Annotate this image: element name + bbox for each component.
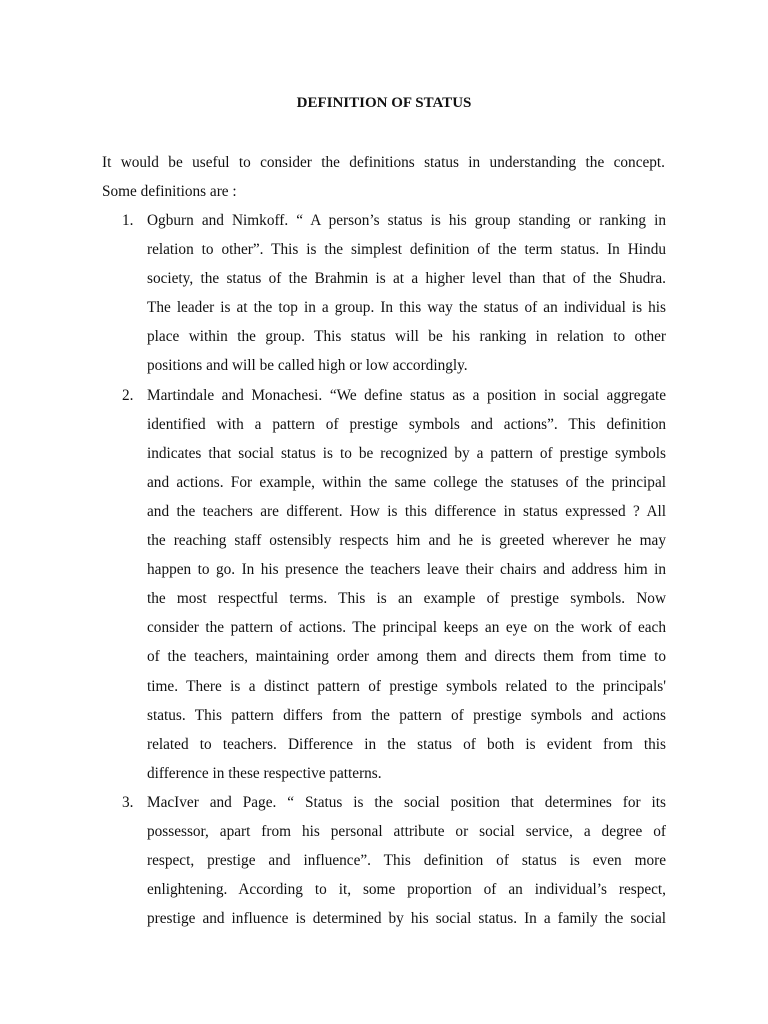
item-line: respect, prestige and influence”. This definition of status is even more	[147, 852, 666, 870]
item-line: enlightening. According to it, some proportion of an individual’s respect,	[147, 881, 666, 899]
item-line: place within the group. This status will be his ranking in relation to other	[147, 328, 666, 346]
item-line: possessor, apart from his personal attribute or social service, a degree of	[147, 822, 666, 840]
item-line: MacIver and Page. “ Status is the social position that determines for its	[147, 793, 666, 811]
item-line: prestige and influence is determined by his social status. In a family the social	[147, 910, 666, 928]
item-line: of the teachers, maintaining order among them and directs them from time to	[147, 648, 666, 666]
definition-item-3	[122, 788, 666, 933]
item-line: consider the pattern of actions. The principal keeps an eye on the work of each	[147, 619, 666, 637]
item-line: time. There is a distinct pattern of prestige symbols related to the principals'	[147, 677, 666, 695]
item-line: identified with a pattern of prestige symbols and actions”. This definition	[147, 415, 666, 433]
intro-line: Some definitions are :	[102, 183, 237, 201]
item-line: related to teachers. Difference in the status of both is evident from this	[147, 735, 666, 753]
item-line: and the teachers are different. How is this difference in status expressed ? All	[147, 502, 666, 520]
definition-item-1	[122, 206, 666, 381]
item-line: the reaching staff ostensibly respects him and he is greeted wherever he may	[147, 532, 666, 550]
intro-line: It would be useful to consider the definitions status in understanding the concept.	[102, 154, 665, 171]
item-number: 2.	[122, 386, 134, 404]
item-line: Martindale and Monachesi. “We define status as a position in social aggregate	[147, 386, 666, 404]
document-title: DEFINITION OF STATUS	[296, 95, 472, 111]
definition-item-2	[122, 381, 666, 788]
item-line: relation to other”. This is the simplest definition of the term status. In Hindu	[147, 241, 666, 259]
item-line: status. This pattern differs from the pattern of prestige symbols and actions	[147, 706, 666, 724]
item-line: society, the status of the Brahmin is at a higher level than that of the Shudra.	[147, 270, 666, 288]
item-line: indicates that social status is to be recognized by a pattern of prestige symbols	[147, 444, 666, 462]
item-number: 1.	[122, 212, 134, 229]
item-line: happen to go. In his presence the teachers leave their chairs and address him in	[147, 561, 666, 579]
intro-paragraph	[102, 148, 665, 206]
item-line: The leader is at the top in a group. In this way the status of an individual is his	[147, 299, 666, 317]
item-line: the most respectful terms. This is an example of prestige symbols. Now	[147, 590, 666, 608]
item-number: 3.	[122, 793, 134, 811]
item-line: difference in these respective patterns.	[147, 764, 382, 782]
definitions-list	[122, 206, 666, 933]
item-line: and actions. For example, within the same college the statuses of the principal	[147, 473, 666, 491]
item-line: positions and will be called high or low accordingly.	[147, 357, 468, 375]
item-line: Ogburn and Nimkoff. “ A person’s status is his group standing or ranking in	[147, 212, 666, 229]
